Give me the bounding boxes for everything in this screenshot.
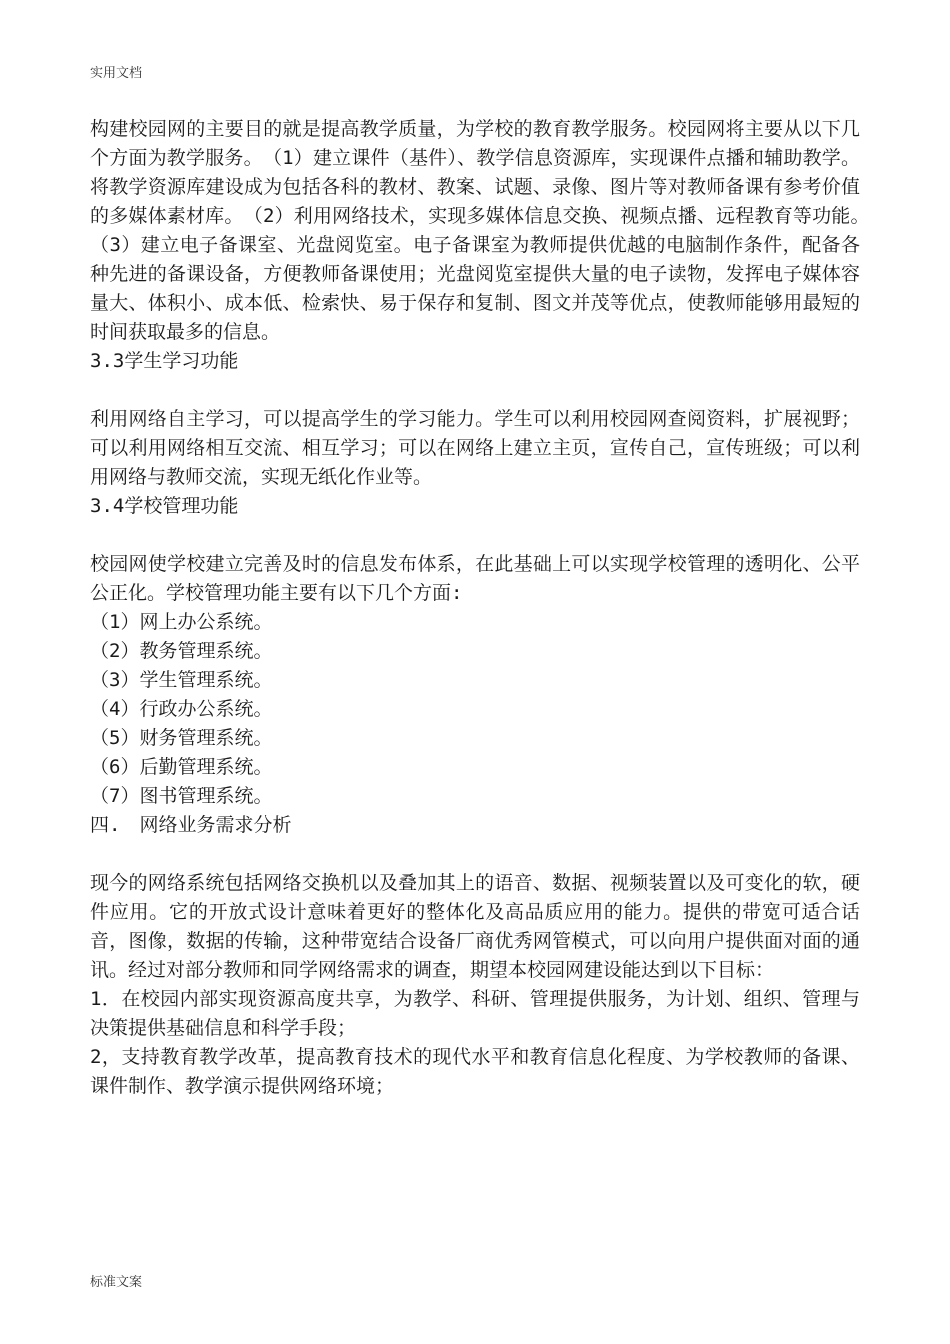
section-heading-3-4: 3.4学校管理功能: [90, 495, 239, 517]
management-systems-list: [90, 608, 860, 811]
list-item: （1）网上办公系统。: [90, 611, 273, 633]
list-item: （7）图书管理系统。: [90, 785, 273, 807]
section-heading-3-3: 3.3学生学习功能: [90, 350, 239, 372]
goal-item-2: 2，支持教育教学改革，提高教育技术的现代水平和教育信息化程度、为学校教师的备课、课件制作、教学演示提供网络环境；: [90, 1046, 860, 1097]
list-item: （4）行政办公系统。: [90, 698, 273, 720]
list-item: （6）后勤管理系统。: [90, 756, 273, 778]
section-heading-4: 四. 网络业务需求分析: [90, 814, 292, 836]
document-body: [90, 115, 880, 1101]
list-item: （3）学生管理系统。: [90, 669, 273, 691]
list-item: （2）教务管理系统。: [90, 640, 273, 662]
goal-item-1: 1．在校园内部实现资源高度共享，为教学、科研、管理提供服务，为计划、组织、管理与决策提供基础信息和科学手段；: [90, 988, 860, 1039]
paragraph-school-management: 校园网使学校建立完善及时的信息发布体系，在此基础上可以实现学校管理的透明化、公平公正化。学校管理功能主要有以下几个方面:: [90, 553, 860, 604]
page-footer: 标准文案: [90, 1275, 143, 1290]
list-item: （5）财务管理系统。: [90, 727, 273, 749]
paragraph-student-learning: 利用网络自主学习，可以提高学生的学习能力。学生可以利用校园网查阅资料，扩展视野；可以利用网络相互交流、相互学习；可以在网络上建立主页，宣传自己，宣传班级；可以利用网络与教师交流，实现无纸化作业等。: [90, 408, 860, 488]
page-header: 实用文档: [90, 66, 143, 81]
paragraph-teaching-services: 构建校园网的主要目的就是提高教学质量，为学校的教育教学服务。校园网将主要从以下几个方面为教学服务。 （1）建立课件（基件）、教学信息资源库，实现课件点播和辅助教学。将教学资源库建设成为包括各科的教材、教案、试题、录像、图片等对教师备课有参考价值的多媒体素材库。 （2）利用网络技术，实现多媒体信息交换、视频点播、远程教育等功能。 （3）建立电子备课室、光盘阅览室。电子备课室为教师提供优越的电脑制作条件，配备各种先进的备课设备，方便教师备课使用；光盘阅览室提供大量的电子读物，发挥电子媒体容量大、体积小、成本低、检索快、易于保存和复制、图文并茂等优点，使教师能够用最短的时间获取最多的信息。: [90, 118, 880, 343]
paragraph-network-requirements: 现今的网络系统包括网络交换机以及叠加其上的语音、数据、视频装置以及可变化的软，硬件应用。它的开放式设计意味着更好的整体化及高品质应用的能力。提供的带宽可适合话音，图像，数据的传输，这种带宽结合设备厂商优秀网管模式，可以向用户提供面对面的通讯。经过对部分教师和同学网络需求的调查，期望本校园网建设能达到以下目标：: [90, 872, 860, 981]
